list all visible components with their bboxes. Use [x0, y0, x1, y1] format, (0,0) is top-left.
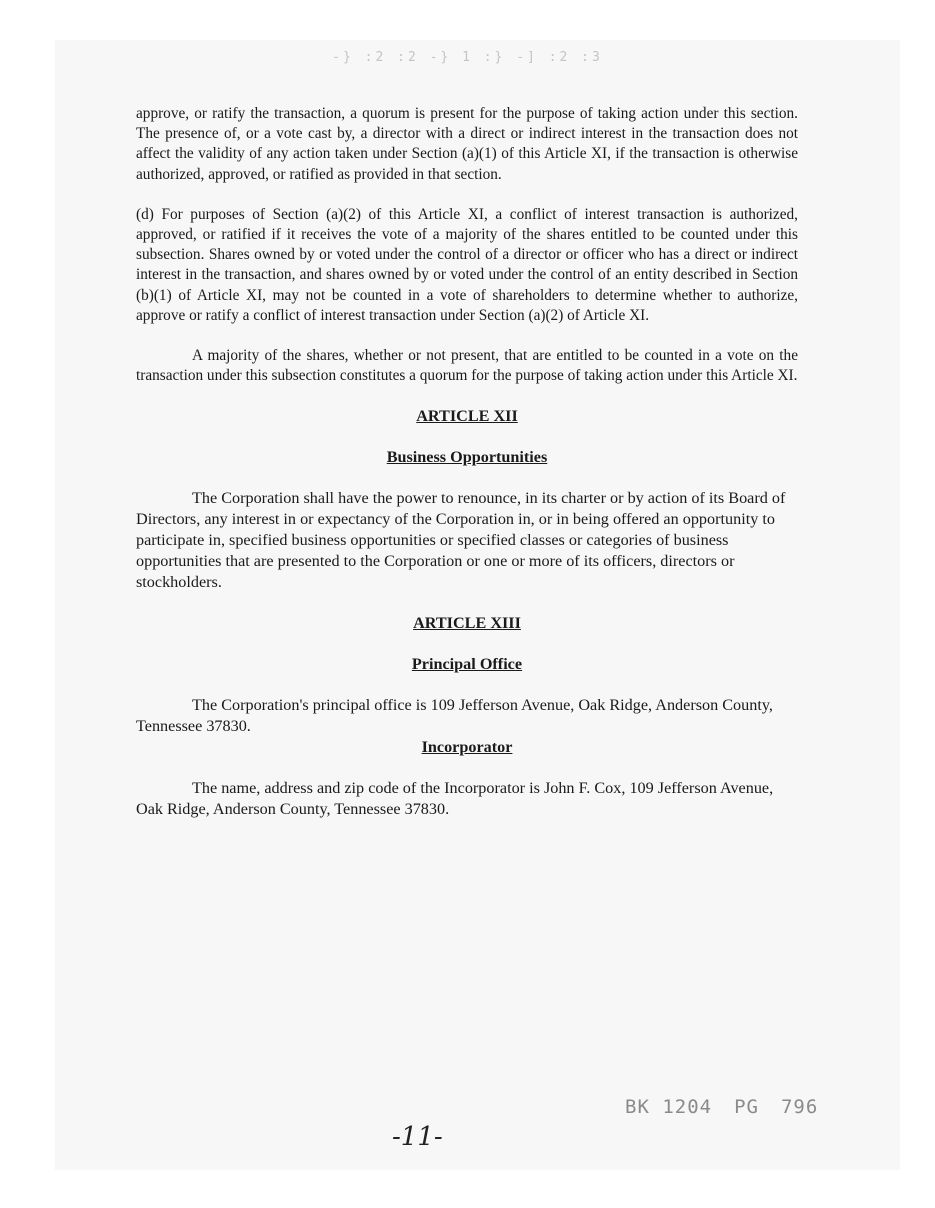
recording-page-number: 796 [780, 1096, 819, 1118]
article-xiii-subtitle: Principal Office [411, 655, 523, 674]
paragraph-majority-quorum: A majority of the shares, whether or not present, that are entitled to be counted in a vote on the transaction under this subsection constitutes a quorum for the purpose of taking action under this Article XI. [136, 347, 798, 385]
incorporator-body: The name, address and zip code of the Incorporator is John F. Cox, 109 Jefferson Avenue, Oak Ridge, Anderson County, Tennessee 37830. [136, 779, 774, 819]
handwritten-page-number: -11- [392, 1122, 443, 1152]
paragraph-quorum-continuation: approve, or ratify the transaction, a quorum is present for the purpose of taking action under this section. The presence of, or a vote cast by, a director with a direct or indirect interest in the transaction does not affect the validity of any action taken under Section (a)(1) of this Article XI, if the transaction is otherwise authorized, approved, or ratified as provided in that section. [136, 105, 798, 183]
article-xii-subtitle: Business Opportunities [386, 448, 548, 467]
book-label: BK 1204 [625, 1096, 713, 1118]
document-body [136, 104, 798, 820]
recording-stamp [625, 1096, 818, 1118]
article-xii-title: ARTICLE XII [416, 407, 518, 426]
article-xiii-title: ARTICLE XIII [413, 614, 521, 633]
incorporator-title: Incorporator [421, 738, 513, 757]
page-label: PG [734, 1096, 759, 1118]
article-xiii-body: The Corporation's principal office is 109 Jefferson Avenue, Oak Ridge, Anderson County, Tennessee 37830. [136, 696, 773, 736]
paragraph-section-d: (d) For purposes of Section (a)(2) of this Article XI, a conflict of interest transaction is authorized, approved, or ratified if it receives the vote of a majority of the shares entitled to be counted under this subsection. Shares owned by or voted under the control of a director or officer who has a direct or indirect interest in the transaction, and shares owned by or voted under the control of an entity described in Section (b)(1) of Article XI, may not be counted in a vote of shareholders to determine whether to authorize, approve or ratify a conflict of interest transaction under Section (a)(2) of Article XI. [136, 205, 798, 324]
article-xii-body: The Corporation shall have the power to renounce, in its charter or by action of its Board of Directors, any interest in or expectancy of the Corporation in, or in being offered an opportunity to participate in, specified business opportunities or specified classes or categories of business opportunities that are presented to the Corporation or one or more of its officers, directors or stockholders. [136, 489, 786, 592]
header-stamp: -} :2 :2 -} 1 :} -] :2 :3 [332, 50, 603, 65]
